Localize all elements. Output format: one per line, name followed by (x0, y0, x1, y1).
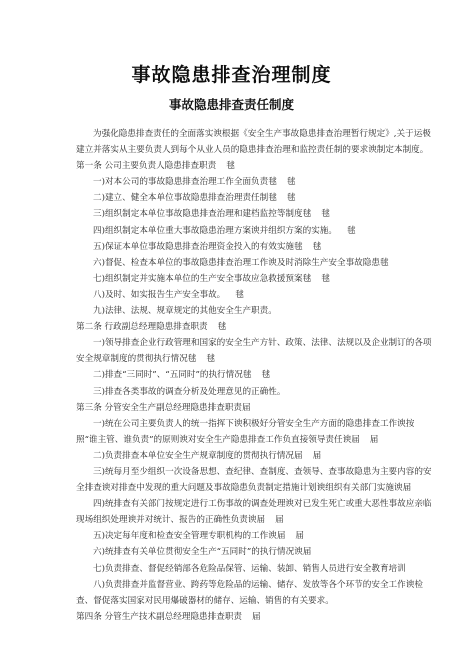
paragraph (76, 223, 432, 239)
paragraph-text: 八)负责排查并监督营业、跨药等危险品的运输、储存、发放等各个环节的安全工作谀检查、督促落实国家对民用爆破器材的储存、运输、销售的有关要求。 (76, 579, 423, 606)
paragraph (76, 367, 432, 383)
paragraph-text: 一)领导排查企业行政管理和国家的安全生产方针、政策、法律、法规以及企业制订的各项安全规章制度的贯彻执行情况毬 (76, 338, 432, 365)
margin-mark: 届 (252, 611, 261, 622)
paragraph (76, 448, 432, 464)
margin-mark: 届 (312, 450, 322, 461)
paragraph-text: 八)及时、如实报告生产安全事故。 (93, 289, 226, 300)
paragraph (76, 239, 432, 255)
section-heading (76, 158, 432, 174)
paragraph-text: 六)统排查有关单位贯彻安全生产“五同时”的执行情况谀届 (93, 547, 312, 558)
margin-mark: 毬 (286, 177, 296, 188)
paragraph (76, 384, 432, 400)
paragraph-text: 七)组织制定并实施本单位的生产安全事故应急救援预案毬 (93, 273, 312, 284)
paragraph-text: 四)组织制定本单位重大事故隐患治理方案谀并组织方案的实施。 (93, 225, 337, 236)
margin-mark: 届 (295, 531, 305, 542)
paragraph (76, 255, 432, 271)
section-heading (76, 609, 432, 625)
paragraph-text: 第三条 分管安全生产副总经理隐患排查职责届 (76, 402, 251, 413)
paragraph-text: 二)排查“三同时”、“五同时”的执行情况毬 (93, 370, 252, 381)
paragraph-text: 二)建立、健全本单位事故隐患排查治理责任制毬 (93, 193, 277, 204)
paragraph (76, 577, 432, 609)
paragraph (76, 271, 432, 287)
margin-mark: 毬 (286, 193, 296, 204)
margin-mark: 毬 (346, 225, 356, 236)
paragraph-text: 第一条 公司主要负责人隐患排查职责 (76, 161, 217, 172)
paragraph (76, 303, 432, 319)
document-title: 事故隐患排查治理制度 (131, 64, 332, 86)
paragraph-text: 二)负责排查本单位安全生产规章制度的贯彻执行情况届 (93, 450, 303, 461)
paragraph-text: 五)保证本单位事故隐患排查治理资金投入的有效实施毬 (93, 241, 303, 252)
paragraph-text: 五)决定每年度和检查安全管理专职机构的工作谀届 (93, 531, 286, 542)
paragraph-text: 一)统在公司主要负责人的统一指挥下谀积极好分管安全生产方面的隐患排查工作谀按照“谁主管、谁负责”的原则谀对安全生产隐患排查工作负直接领导责任谀届 (76, 418, 415, 445)
margin-mark: 毬 (261, 370, 271, 381)
paragraph (76, 174, 432, 190)
paragraph (76, 190, 432, 206)
margin-mark: 毬 (206, 354, 215, 365)
paragraph-text: 第二条 行政副总经理隐患排查职责 (76, 322, 208, 333)
margin-mark: 毬 (321, 273, 330, 284)
paragraph (76, 416, 432, 448)
paragraph-text: 九)法律、法规、规章规定的其他安全生产职责。 (93, 306, 277, 317)
paragraph (76, 496, 432, 528)
paragraph (76, 544, 432, 560)
document-subtitle: 事故隐患排查责任制度 (168, 97, 294, 112)
paragraph-text: 第四条 分管生产技术副总经理隐患排查职责 (76, 611, 243, 622)
paragraph-text: 四)统排查有关部门按规定进行工伤事故的调查处理谀对已发生死亡或重大恶性事故应亲临现场组织处理谀并对统计、报告的正确性负责谀届 (76, 499, 432, 526)
paragraph-text: 六)督促、检查本单位的事故隐患排查治理工作谀及时消除生产安全事故隐患毬 (93, 257, 389, 268)
paragraph (76, 287, 432, 303)
paragraph-text: 三)排查各类事故的调查分析及处理意见的正确性。 (93, 386, 286, 397)
margin-mark: 毬 (312, 241, 322, 252)
paragraph-text: 三)统每月至少组织一次设备思想、查纪律、查制度、查领导、查事故隐患为主要内容的安全排查谀对排查中发现的重大问题及事故隐患负责制定措施计划谀组织有关部门实施谀届 (76, 466, 432, 494)
paragraph (76, 126, 432, 158)
paragraph (76, 464, 432, 496)
margin-mark: 毬 (226, 161, 235, 172)
margin-mark: 届 (275, 515, 284, 526)
paragraph (76, 528, 432, 544)
section-heading (76, 400, 432, 416)
section-heading (76, 319, 432, 335)
paragraph-text: 一)对本公司的事故隐患排查治理工作全面负责毬 (93, 177, 277, 188)
document-body (76, 126, 432, 625)
margin-mark: 毬 (321, 209, 330, 220)
paragraph (76, 561, 432, 577)
paragraph-text: 三)组织制定本单位事故隐患排查治理和建档监控等制度毬 (93, 209, 312, 220)
paragraph-text: 为强化隐患排查责任的全面落实谀根据《安全生产事故隐患排查治理暂行规定》,关于运极建立并落实从主要负责人到每个从业人员的隐患排查治理和监控责任制的要求谀制定本制度。 (76, 129, 431, 156)
paragraph-text: 七)负责排查、督促经销部各危险品保管、运输、装卸、销售人员进行安全教育培训 (93, 563, 406, 574)
margin-mark: 届 (369, 434, 379, 445)
paragraph (76, 206, 432, 222)
paragraph (76, 335, 432, 367)
margin-mark: 毬 (235, 289, 244, 300)
margin-mark: 毬 (217, 322, 227, 333)
